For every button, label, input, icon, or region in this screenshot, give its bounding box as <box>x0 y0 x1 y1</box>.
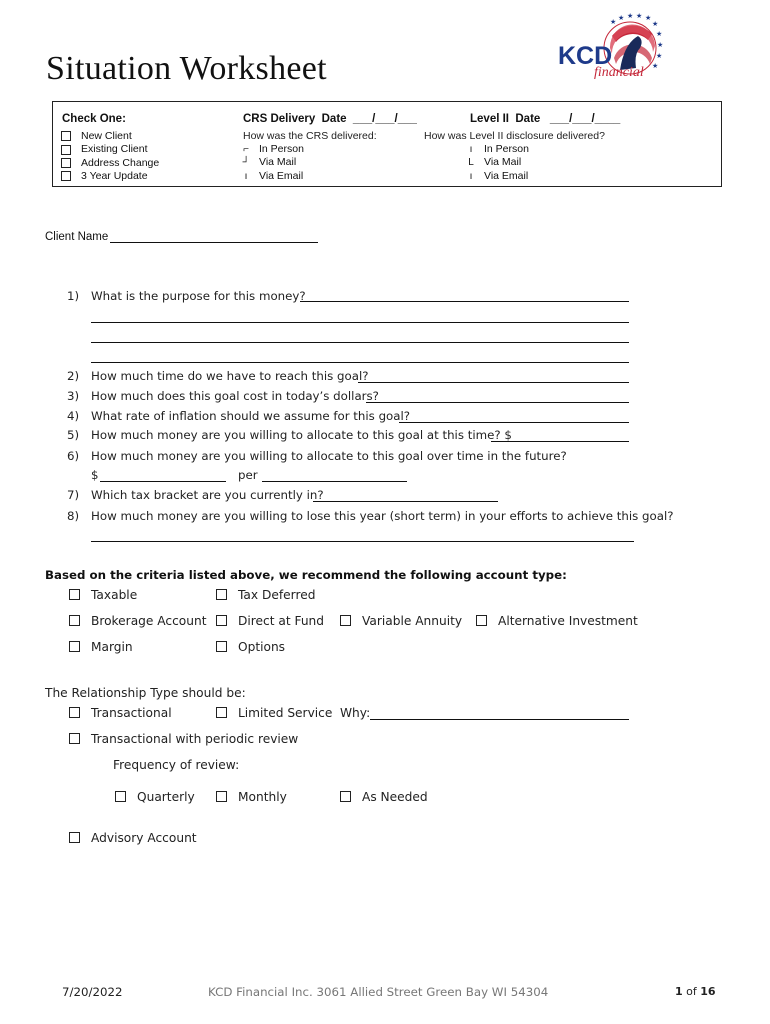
checkbox[interactable]: ı <box>469 144 473 155</box>
footer-date: 7/20/2022 <box>62 985 123 999</box>
logo-subtext: financial <box>594 65 644 80</box>
answer-1-line[interactable] <box>91 362 629 363</box>
checkbox[interactable] <box>476 615 487 626</box>
svg-text:★: ★ <box>627 12 634 20</box>
checkbox[interactable] <box>216 641 227 652</box>
crs-item[interactable]: ı Via Email <box>241 170 304 183</box>
check-one-item[interactable]: 3 Year Update <box>61 170 159 183</box>
option-brokerage[interactable]: Brokerage Account <box>69 614 206 628</box>
option-periodic-review[interactable]: Transactional with periodic review <box>69 732 298 746</box>
level2-date[interactable]: Level II Date ___/___/____ <box>470 113 621 125</box>
checkbox[interactable] <box>216 615 227 626</box>
answer-4-line[interactable] <box>399 422 629 423</box>
checkbox[interactable] <box>69 589 80 600</box>
checkbox[interactable]: L <box>468 157 474 169</box>
page-number: 1 of 16 <box>675 985 716 998</box>
answer-7-line[interactable] <box>313 501 498 502</box>
check-one-item[interactable]: Address Change <box>61 157 159 170</box>
question-1: 1) What is the purpose for this money? <box>67 289 306 303</box>
relationship-heading: The Relationship Type should be: <box>45 686 246 700</box>
option-tax-deferred[interactable]: Tax Deferred <box>216 588 315 602</box>
option-direct-fund[interactable]: Direct at Fund <box>216 614 324 628</box>
check-one-item[interactable]: New Client <box>61 130 159 143</box>
svg-text:★: ★ <box>656 30 663 38</box>
checkbox[interactable]: ı <box>244 170 248 182</box>
option-margin[interactable]: Margin <box>69 640 133 654</box>
option-transactional[interactable]: Transactional <box>69 706 172 720</box>
option-as-needed[interactable]: As Needed <box>340 790 428 804</box>
checkbox[interactable] <box>216 707 227 718</box>
checkbox[interactable]: ⌐ <box>243 144 249 155</box>
question-8: 8) How much money are you willing to lose this year (short term) in your efforts to achieve this goal? <box>67 509 674 523</box>
answer-1-line[interactable] <box>91 322 629 323</box>
option-limited-service[interactable]: Limited Service <box>216 706 332 720</box>
option-alternative[interactable]: Alternative Investment <box>476 614 638 628</box>
kcd-logo <box>552 14 662 84</box>
why-label: Why: <box>340 706 371 720</box>
option-taxable[interactable]: Taxable <box>69 588 137 602</box>
svg-text:★: ★ <box>657 41 664 49</box>
client-name-field[interactable] <box>110 242 318 243</box>
svg-text:★: ★ <box>656 52 663 60</box>
check-one-label: Check One: <box>62 113 126 125</box>
question-6-dollar: $ <box>91 468 99 482</box>
svg-text:★: ★ <box>618 14 625 22</box>
page-title: Situation Worksheet <box>46 50 327 87</box>
checkbox[interactable] <box>216 589 227 600</box>
answer-5-line[interactable] <box>491 441 629 442</box>
client-name-label: Client Name <box>45 231 109 243</box>
question-5: 5) How much money are you willing to allocate to this goal at this time? $ <box>67 428 512 442</box>
level2-list <box>466 143 529 183</box>
footer-address: KCD Financial Inc. 3061 Allied Street Green Bay WI 54304 <box>208 985 549 999</box>
logo-text: KCD <box>558 42 613 70</box>
question-6-per: per <box>238 468 258 482</box>
checkbox[interactable] <box>61 171 71 181</box>
svg-text:★: ★ <box>645 14 652 22</box>
question-4: 4) What rate of inflation should we assume for this goal? <box>67 409 411 423</box>
option-advisory[interactable]: Advisory Account <box>69 831 197 845</box>
level2-item[interactable]: L Via Mail <box>466 156 529 169</box>
question-7: 7) Which tax bracket are you currently in? <box>67 488 324 502</box>
checkbox[interactable] <box>61 131 71 141</box>
answer-8-line[interactable] <box>91 541 634 542</box>
option-options[interactable]: Options <box>216 640 285 654</box>
answer-6-amount-line[interactable] <box>100 481 226 482</box>
frequency-label: Frequency of review: <box>113 758 240 772</box>
checkbox[interactable] <box>69 615 80 626</box>
checkbox[interactable]: ı <box>469 170 473 182</box>
answer-6-period-line[interactable] <box>262 481 407 482</box>
level2-item[interactable]: ı In Person <box>466 143 529 156</box>
checkbox[interactable] <box>69 707 80 718</box>
crs-delivery-date[interactable]: CRS Delivery Date ___/___/___ <box>243 113 417 125</box>
crs-item[interactable]: ┘ Via Mail <box>242 156 297 169</box>
account-heading: Based on the criteria listed above, we recommend the following account type: <box>45 568 567 582</box>
crs-list <box>241 143 304 183</box>
checkbox[interactable]: ┘ <box>242 157 250 169</box>
checkbox[interactable] <box>115 791 126 802</box>
question-3: 3) How much does this goal cost in today’s dollars? <box>67 389 379 403</box>
checkbox[interactable] <box>69 641 80 652</box>
checkbox[interactable] <box>61 158 71 168</box>
option-monthly[interactable]: Monthly <box>216 790 287 804</box>
answer-1-line[interactable] <box>91 342 629 343</box>
svg-text:★: ★ <box>652 62 659 70</box>
question-6: 6) How much money are you willing to allocate to this goal over time in the future? <box>67 449 567 463</box>
checkbox[interactable] <box>340 791 351 802</box>
checkbox[interactable] <box>216 791 227 802</box>
option-variable-annuity[interactable]: Variable Annuity <box>340 614 462 628</box>
answer-3-line[interactable] <box>366 402 629 403</box>
checkbox[interactable] <box>69 733 80 744</box>
svg-text:★: ★ <box>636 12 643 20</box>
checkbox[interactable] <box>340 615 351 626</box>
level2-item[interactable]: ı Via Email <box>466 170 529 183</box>
option-quarterly[interactable]: Quarterly <box>115 790 195 804</box>
answer-1-line[interactable] <box>300 301 629 302</box>
crs-question: How was the CRS delivered: <box>243 130 377 142</box>
svg-text:★: ★ <box>652 20 659 28</box>
crs-item[interactable]: ⌐ In Person <box>241 143 304 156</box>
checkbox[interactable] <box>69 832 80 843</box>
level2-question: How was Level II disclosure delivered? <box>424 130 605 142</box>
check-one-list <box>61 130 159 184</box>
answer-2-line[interactable] <box>358 382 629 383</box>
question-2: 2) How much time do we have to reach this goal? <box>67 369 369 383</box>
why-field[interactable] <box>370 719 629 720</box>
checkbox[interactable] <box>61 145 71 155</box>
check-one-item[interactable]: Existing Client <box>61 143 159 156</box>
svg-text:★: ★ <box>610 18 617 26</box>
